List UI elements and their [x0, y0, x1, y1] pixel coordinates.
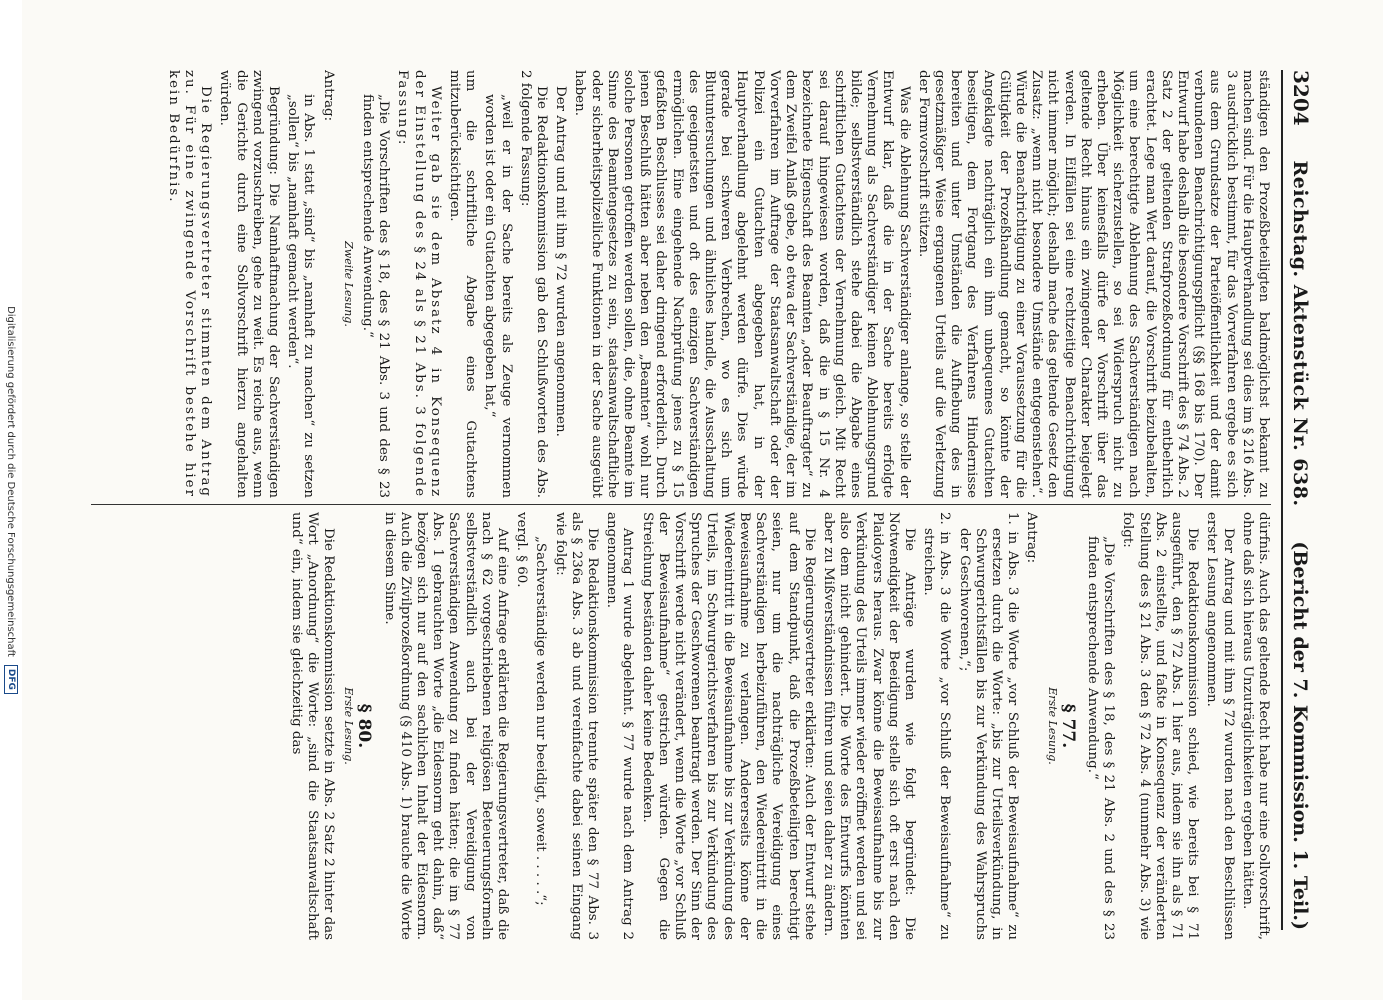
paragraph: dürfnis. Auch das geltende Recht habe nur eine Sollvorschrift, ohne daß sich hieraus Unzuträglichkeiten ergeben hätten. [1239, 512, 1271, 940]
motion-text: in Abs. 1 statt „sind“ bis „namhaft zu machen“ zu setzen „sollen“ bis „namhaft gemacht werden“. [285, 94, 317, 498]
page-title: Reichstag. Aktenstück Nr. 638. [1289, 160, 1311, 507]
right-column [101, 512, 1271, 940]
paragraph: Der Antrag und mit ihm § 72 wurden angenommen. [553, 86, 569, 437]
column-divider [91, 504, 1271, 505]
digitization-text: Digitalisierung gefördert durch die Deutsche Forschungsgemeinschaft [5, 306, 17, 657]
reading-heading: Erste Lesung. [1045, 687, 1059, 765]
motion-label: Antrag: [1024, 512, 1040, 564]
paragraph: Weiter gab sie dem Absatz 4 in Konsequenz der Einstellung des § 24 als § 21 Abs. 3 folgende Fassung: [395, 70, 443, 498]
paragraph: Begründung: Die Namhaftmachung der Sachverständigen zwingend vorzuschreiben, gehe zu weit. Es reiche aus, wenn die Gerichte durch eine Sollvorschrift hierzu angehalten würden. [217, 70, 282, 498]
section-heading: § 77. [1057, 703, 1078, 749]
reading-heading: Erste Lesung. [342, 687, 356, 765]
reading-heading: Zweite Lesung. [341, 241, 355, 327]
paragraph: Auf eine Anfrage erklärten die Regierungsvertreter, daß die nach § 62 vorgeschriebenen religiösen Beteuerungsformeln selbstverständlich auch bei der Vereidigung von Sachverständigen Anwendung zu finden hätten; die im § 77 Abs. 1 gebrauchten Worte „die Eidesnorm geht dahin, daß“ bezögen sich nur auf den sachlichen Inhalt der Eidesnorm. Auch die Zivilprozeßordnung (§ 410 Abs. 1) brauche die Worte in diesem Sinne. [381, 512, 511, 940]
paragraph: Antrag 1 wurde abgelehnt. § 77 wurde nach dem Antrag 2 angenommen. [604, 512, 636, 940]
paragraph: Die Redaktionskommission schied, wie bereits bei § 71 ausgeführt, den § 72 Abs. 1 hier aus, indem sie ihn als § 71 Abs. 2 einstellte, und faßte in Konsequenz der veränderten Stellung des § 21 Abs. 3 den § 72 Abs. 4 (nunmehr Abs. 3) wie folgt: [1120, 512, 1201, 940]
paragraph: Die Redaktionskommission setzte in Abs. 2 Satz 2 hinter das Wort „Anordnung“ die Worte: „sind die Staatsanwaltschaft und“ ein, indem sie gleichzeitig das [288, 512, 337, 940]
paragraph: Die Redaktionskommission gab den Schlußworten des Abs. 2 folgende Fassung: [517, 70, 550, 498]
paragraph: Was die Ablehnung Sachverständiger anlange, so stelle der Entwurf klar, daß die in der Sache bereits erfolgte Vernehmung als Sachverständiger keinen Ablehnungsgrund bilde; selbstverständlich stehe dabei die Abgabe eines schriftlichen Gutachtens der Vernehmung gleich. Mit Recht sei darauf hingewiesen worden, daß die in § 15 Nr. 4 bezeichnete Eigenschaft des Beamten „oder Beauftragter“ zu dem Zweifel Anlaß gebe, ob etwa der Sachverständige, der im Vorverfahren im Auftrage der Staatsanwaltschaft oder der Polizei ein Gutachten abgegeben hat, in der Hauptverhandlung abgelehnt werden dürfe. Dies würde gerade bei schweren Verbrechen, wo es sich um Blutuntersuchungen und ähnliches handle, die Ausschaltung des geeignetsten und oft des einzigen Sachverständigen ermöglichen. Eine eingehende Nachprüfung jenes zu § 15 gefaßten Beschlusses sei daher dringend erforderlich. Durch jenen Beschluß hätten aber neben den „Beamten“ wohl nur solche Personen getroffen werden sollen, die, ohne Beamte im Sinne des Beamtengesetzes zu sein, staatsanwaltschaftliche oder sicherheitspolizeiliche Funktionen in der Sache ausgeübt haben. [572, 70, 912, 498]
paragraph: Die Anträge wurden wie folgt begründet: Die Notwendigkeit der Beeidigung stelle sich oft erst nach den Plaidoyers heraus. Zwar könne die Beweisaufnahme bis zur Verkündung des Urteils immer wieder eröffnet werden und sei also dem nicht gehindert. Die Worte des Entwurfs könnten aber zu Mißverständnissen führen und seien daher zu ändern. [820, 512, 917, 940]
quote: „Sachverständige werden nur beeidigt, soweit . . . . .“; [533, 536, 549, 906]
paragraph: ständigen den Prozeßbeteiligten baldmöglichst bekannt zu machen sind. Für die Hauptverhandlung sei dies im § 216 Abs. 3 ausdrücklich bestimmt, für das Vorverfahren ergebe es sich aus dem Grundsatze der Parteiöffentlichkeit und der damit verbundenen Benachrichtigungspflicht (§§ 168 bis 170). Der Entwurf habe deshalb die besondere Vorschrift des § 74 Abs. 2 Satz 2 der geltenden Strafprozeßordnung für entbehrlich erachtet. Lege man Wert darauf, die Vorschrift beizubehalten, um eine berechtigte Ablehnung des Sachverständigen nach Möglichkeit sicherzustellen, so sei Widerspruch nicht zu erheben. Über keinesfalls dürfe der Vorschrift über das geltende Recht hinaus ein zwingender Charakter beigelegt werden. In Eilfällen sei eine rechtzeitige Benachrichtigung nicht immer möglich; deshalb mache das geltende Gesetz den Zusatz: „wenn nicht besondere Umstände entgegenstehen“. Würde die Benachrichtigung zu einer Voraussetzung für die Gültigkeit der Prozeßhandlung gemacht, so könnte der Angeklagte nachträglich ein ihm unbequemes Gutachten beseitigen, dem Fortgang des Verfahrens Hindernisse bereiten und unter Umständen die Aufhebung des in gesetzmäßiger Weise ergangenen Urteils auf die Verletzung der Formvorschrift stützen. [915, 70, 1271, 498]
page-subtitle: (Bericht der 7. Kommission. 1. Teil.) [1289, 541, 1311, 930]
paragraph: vergl. § 60. [514, 512, 530, 588]
left-column [101, 70, 1271, 498]
paragraph: Die Redaktionskommission trennte später den § 77 Abs. 3 als § 236a Abs. 3 ab und vereinfachte dabei seinen Eingang wie folgt: [552, 512, 601, 940]
paragraph: Die Regierungsvertreter stimmten dem Antrag zu. Für eine zwingende Vorschrift bestehe hier kein Bedürfnis. [165, 70, 214, 498]
section-heading: § 80. [354, 703, 375, 749]
paragraph: um die schriftliche Abgabe eines Gutachtens mitzuberücksichtigen. [447, 70, 479, 498]
paragraph: Der Antrag und mit ihm § 72 wurden nach den Beschlüssen erster Lesung angenommen. [1204, 512, 1236, 940]
motion-label: Antrag: [320, 70, 336, 122]
motion-item: 2. in Abs. 3 die Worte „vor Schluß der Beweisaufnahme“ zu streichen. [921, 512, 953, 940]
motion-item: 1. in Abs. 3 die Worte „vor Schluß der Beweisaufnahme“ zu ersetzen durch die Worte: „bis zur Urteilsverkündung, in Schwurgerichtsfällen bis zur Verkündung des Wahrspruchs der Geschworenen,“; [956, 512, 1021, 940]
quote: „weil er in der Sache bereits als Zeuge vernommen worden ist oder ein Gutachten abgegeben hat,“ [482, 94, 514, 498]
page-number: 3204 [1289, 70, 1313, 126]
quote: „Die Vorschriften des § 18, des § 21 Abs. 3 und des § 23 finden entsprechende Anwendung.“ [360, 94, 392, 498]
quote: „Die Vorschriften des § 18, des § 21 Abs. 2 und des § 23 finden entsprechende Anwendung.“ [1084, 536, 1117, 940]
digitization-note [0, 0, 22, 1000]
dfg-logo: DFG [4, 665, 18, 694]
page-header [1281, 70, 1313, 930]
paragraph: Die Regierungsvertreter erklärten: Auch der Entwurf stehe auf dem Standpunkt, daß die Prozeßbeteiligten berechtigt seien, nur um die nachträgliche Vereidigung eines Sachverständigen herbeizuführen, den Wiedereintritt in die Beweisaufnahme zu verlangen. Andererseits könne der Wiedereintritt in die Beweisaufnahme bis zur Verkündung des Urteils, im Schwurgerichtsverfahren bis zur Verkündung des Spruches der Geschworenen beantragt werden. Der Sinn der Vorschrift werde nicht verändert, wenn die Worte „vor Schluß der Beweisaufnahme“ gestrichen würden. Gegen die Streichung beständen daher keine Bedenken. [639, 512, 817, 940]
